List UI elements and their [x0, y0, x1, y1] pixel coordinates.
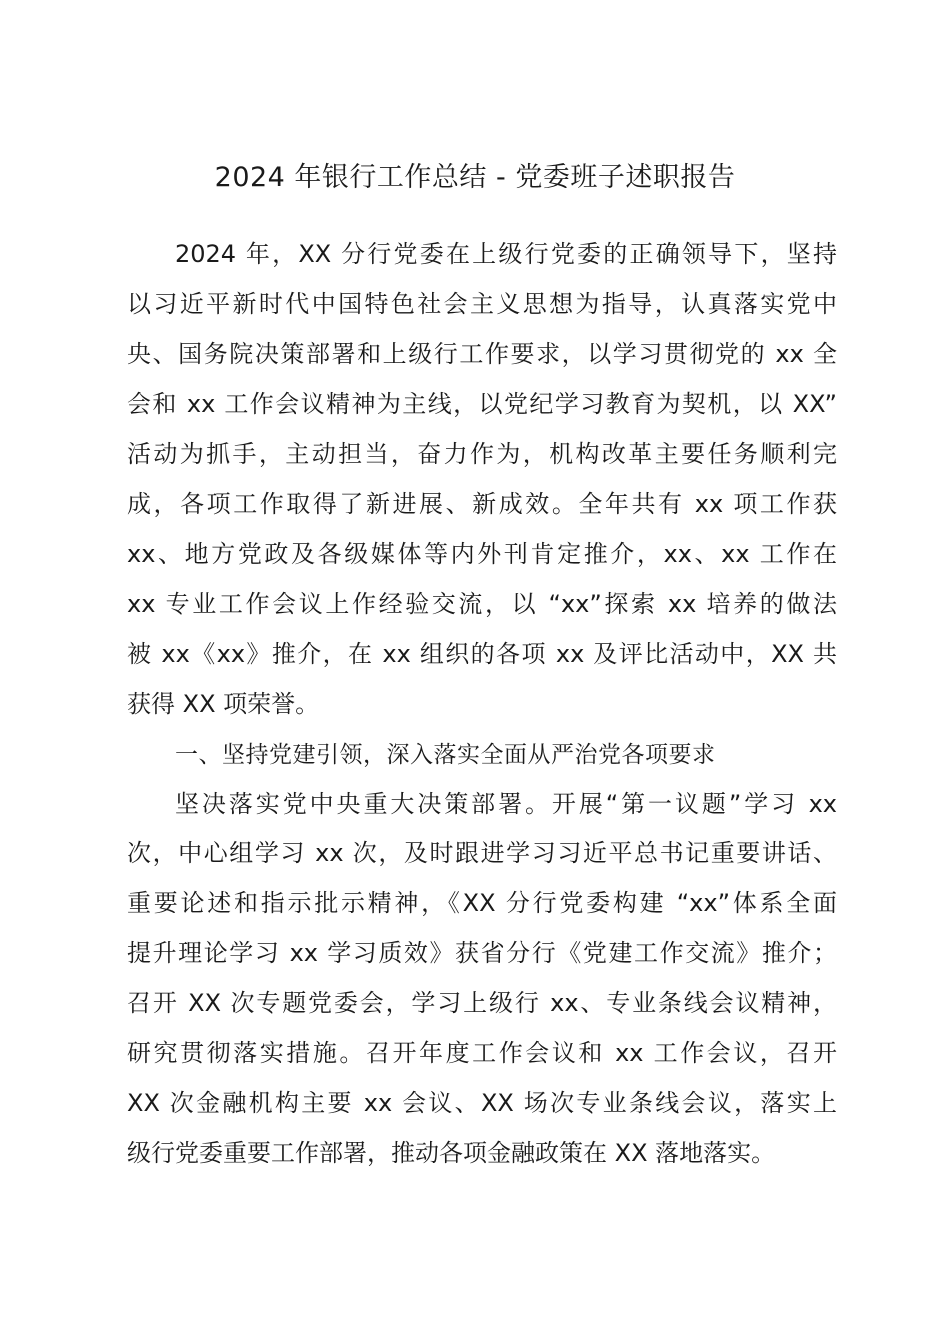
paragraph-line: 以习近平新时代中国特色社会主义思想为指导，认真落实党中 [127, 290, 837, 318]
paragraph-line: 坚决落实党中央重大决策部署。开展“第一议题”学习 xx [175, 790, 837, 818]
paragraph-line: 央、国务院决策部署和上级行工作要求，以学习贯彻党的 xx 全 [127, 340, 837, 368]
paragraph-line: XX 次金融机构主要 xx 会议、XX 场次专业条线会议，落实上 [127, 1089, 837, 1117]
paragraph-line: 获得 XX 项荣誉。 [127, 690, 320, 718]
paragraph-line: 成，各项工作取得了新进展、新成效。全年共有 xx 项工作获 [127, 490, 837, 518]
paragraph-line: 提升理论学习 xx 学习质效》获省分行《党建工作交流》推介； [127, 939, 837, 967]
paragraph-line: 次，中心组学习 xx 次，及时跟进学习习近平总书记重要讲话、 [127, 839, 837, 867]
paragraph-line: xx、地方党政及各级媒体等内外刊肯定推介，xx、xx 工作在 [127, 540, 837, 568]
paragraph-line: 重要论述和指示批示精神，《XX 分行党委构建 “xx”体系全面 [127, 889, 837, 917]
paragraph-line: 被 xx《xx》推介，在 xx 组织的各项 xx 及评比活动中，XX 共 [127, 640, 837, 668]
paragraph-line: 研究贯彻落实措施。召开年度工作会议和 xx 工作会议，召开 [127, 1039, 837, 1067]
paragraph-line: 召开 XX 次专题党委会，学习上级行 xx、专业条线会议精神， [127, 989, 837, 1017]
document-title: 2024 年银行工作总结 - 党委班子述职报告 [214, 162, 736, 193]
paragraph-line: 活动为抓手，主动担当，奋力作为，机构改革主要任务顺利完 [127, 440, 837, 468]
section-heading: 一、坚持党建引领，深入落实全面从严治党各项要求 [175, 742, 716, 768]
paragraph-line: 会和 xx 工作会议精神为主线，以党纪学习教育为契机，以 XX” [127, 390, 837, 418]
paragraph-line: 2024 年，XX 分行党委在上级行党委的正确领导下，坚持 [175, 240, 837, 268]
paragraph-line: xx 专业工作会议上作经验交流，以 “xx”探索 xx 培养的做法 [127, 590, 837, 618]
paragraph-line: 级行党委重要工作部署，推动各项金融政策在 XX 落地落实。 [127, 1139, 776, 1167]
